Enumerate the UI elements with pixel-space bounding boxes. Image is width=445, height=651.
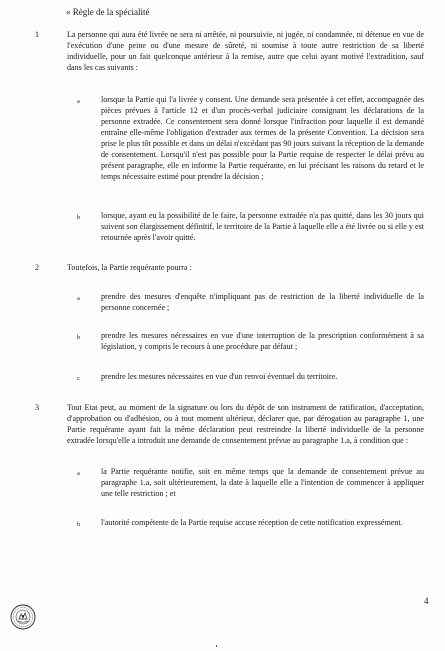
subitem-1a-text: lorsque la Partie qui l'a livrée y consent. Une demande sera présentée à cet effet, accompagnée des pièces prévues à l'article 12 et d'un procès-verbal judiciaire consignant les déclarations de la personne extradée. Ce consentement sera donné lorsque l'infraction pour laquelle il est demandé entraîne elle-même l'obligation d'extrader aux termes de la présente Convention. La décision sera prise le plus tôt possible et dans un délai n'excédant pas 90 jours suivant la réception de la demande de consentement. Lorsqu'il n'est pas possible pour la Partie requise de respecter le délai prévu au présent paragraphe, elle en informe la Partie requérante, en lui précisant les raisons du retard et le temps nécessaire estimé pour prendre la décision ; [101,95,424,181]
scan-speck [216,645,217,647]
paragraph-1-text: La personne qui aura été livrée ne sera ni arrêtée, ni poursuivie, ni jugée, ni condamnée, ni détenue en vue de l'exécution d'une peine ou d'une mesure de sûreté, ni soumise à toute autre restriction de sa liberté individuelle, pour un fait quelconque antérieur à la remise, autre que celui ayant motivé l'extradition, sauf dans les cas suivants : [67,30,424,72]
subitem-2c-letter: c [77,375,80,382]
paragraph-number-3: 3 [35,403,40,412]
subitem-2b-text: prendre les mesures nécessaires en vue d'une interruption de la prescription conformément à sa législation, y compris le recours à une procédure par défaut ; [101,331,424,351]
subitem-1b-letter: b [77,214,81,221]
subitem-3b-text: l'autorité compétente de la Partie requise accuse réception de cette notification expressément. [101,518,403,527]
stamp-seal-icon [10,604,36,630]
paragraph-3-text: Tout Etat peut, au moment de la signature ou lors du dépôt de son instrument de ratification, d'acceptation, d'approbation ou d'adhésion, ou à tout moment ultérieur, déclarer que, par dérogation au paragraphe 1, une Partie requérante ayant fait la même déclaration peut restreindre la liberté individuelle de la personne extradée lorsqu'elle a introduit une demande de consentement prévue au paragraphe 1.a, à condition que : [67,403,424,445]
subitem-3b-letter: b [77,521,81,528]
paragraph-number-2: 2 [35,263,40,272]
paragraph-number-1: 1 [35,30,40,39]
subitem-3a-letter: a [77,470,80,477]
subitem-1a-letter: a [77,98,80,105]
subitem-2c-text: prendre les mesures nécessaires en vue d'un renvoi éventuel du territoire. [101,372,338,381]
subitem-2a-text: prendre des mesures d'enquête n'impliquant pas de restriction de la liberté individuelle de la personne concernée ; [101,292,424,312]
section-heading: « Règle de la spécialité [66,7,150,17]
subitem-3a-text: la Partie requérante notifie, soit en même temps que la demande de consentement prévue au paragraphe 1.a, soit ultérieurement, la date à laquelle elle a l'intention de commencer à appliquer une telle restriction ; et [101,467,424,498]
page-number: 4 [424,596,429,606]
paragraph-2-text: Toutefois, la Partie requérante pourra : [67,263,192,272]
subitem-2b-letter: b [77,334,81,341]
subitem-1b-text: lorsque, ayant eu la possibilité de le faire, la personne extradée n'a pas quitté, dans les 30 jours qui suivent son élargissement définitif, le territoire de la Partie à laquelle elle a été livrée ou si elle y est retournée après l'avoir quitté. [101,211,424,242]
subitem-2a-letter: a [77,295,80,302]
